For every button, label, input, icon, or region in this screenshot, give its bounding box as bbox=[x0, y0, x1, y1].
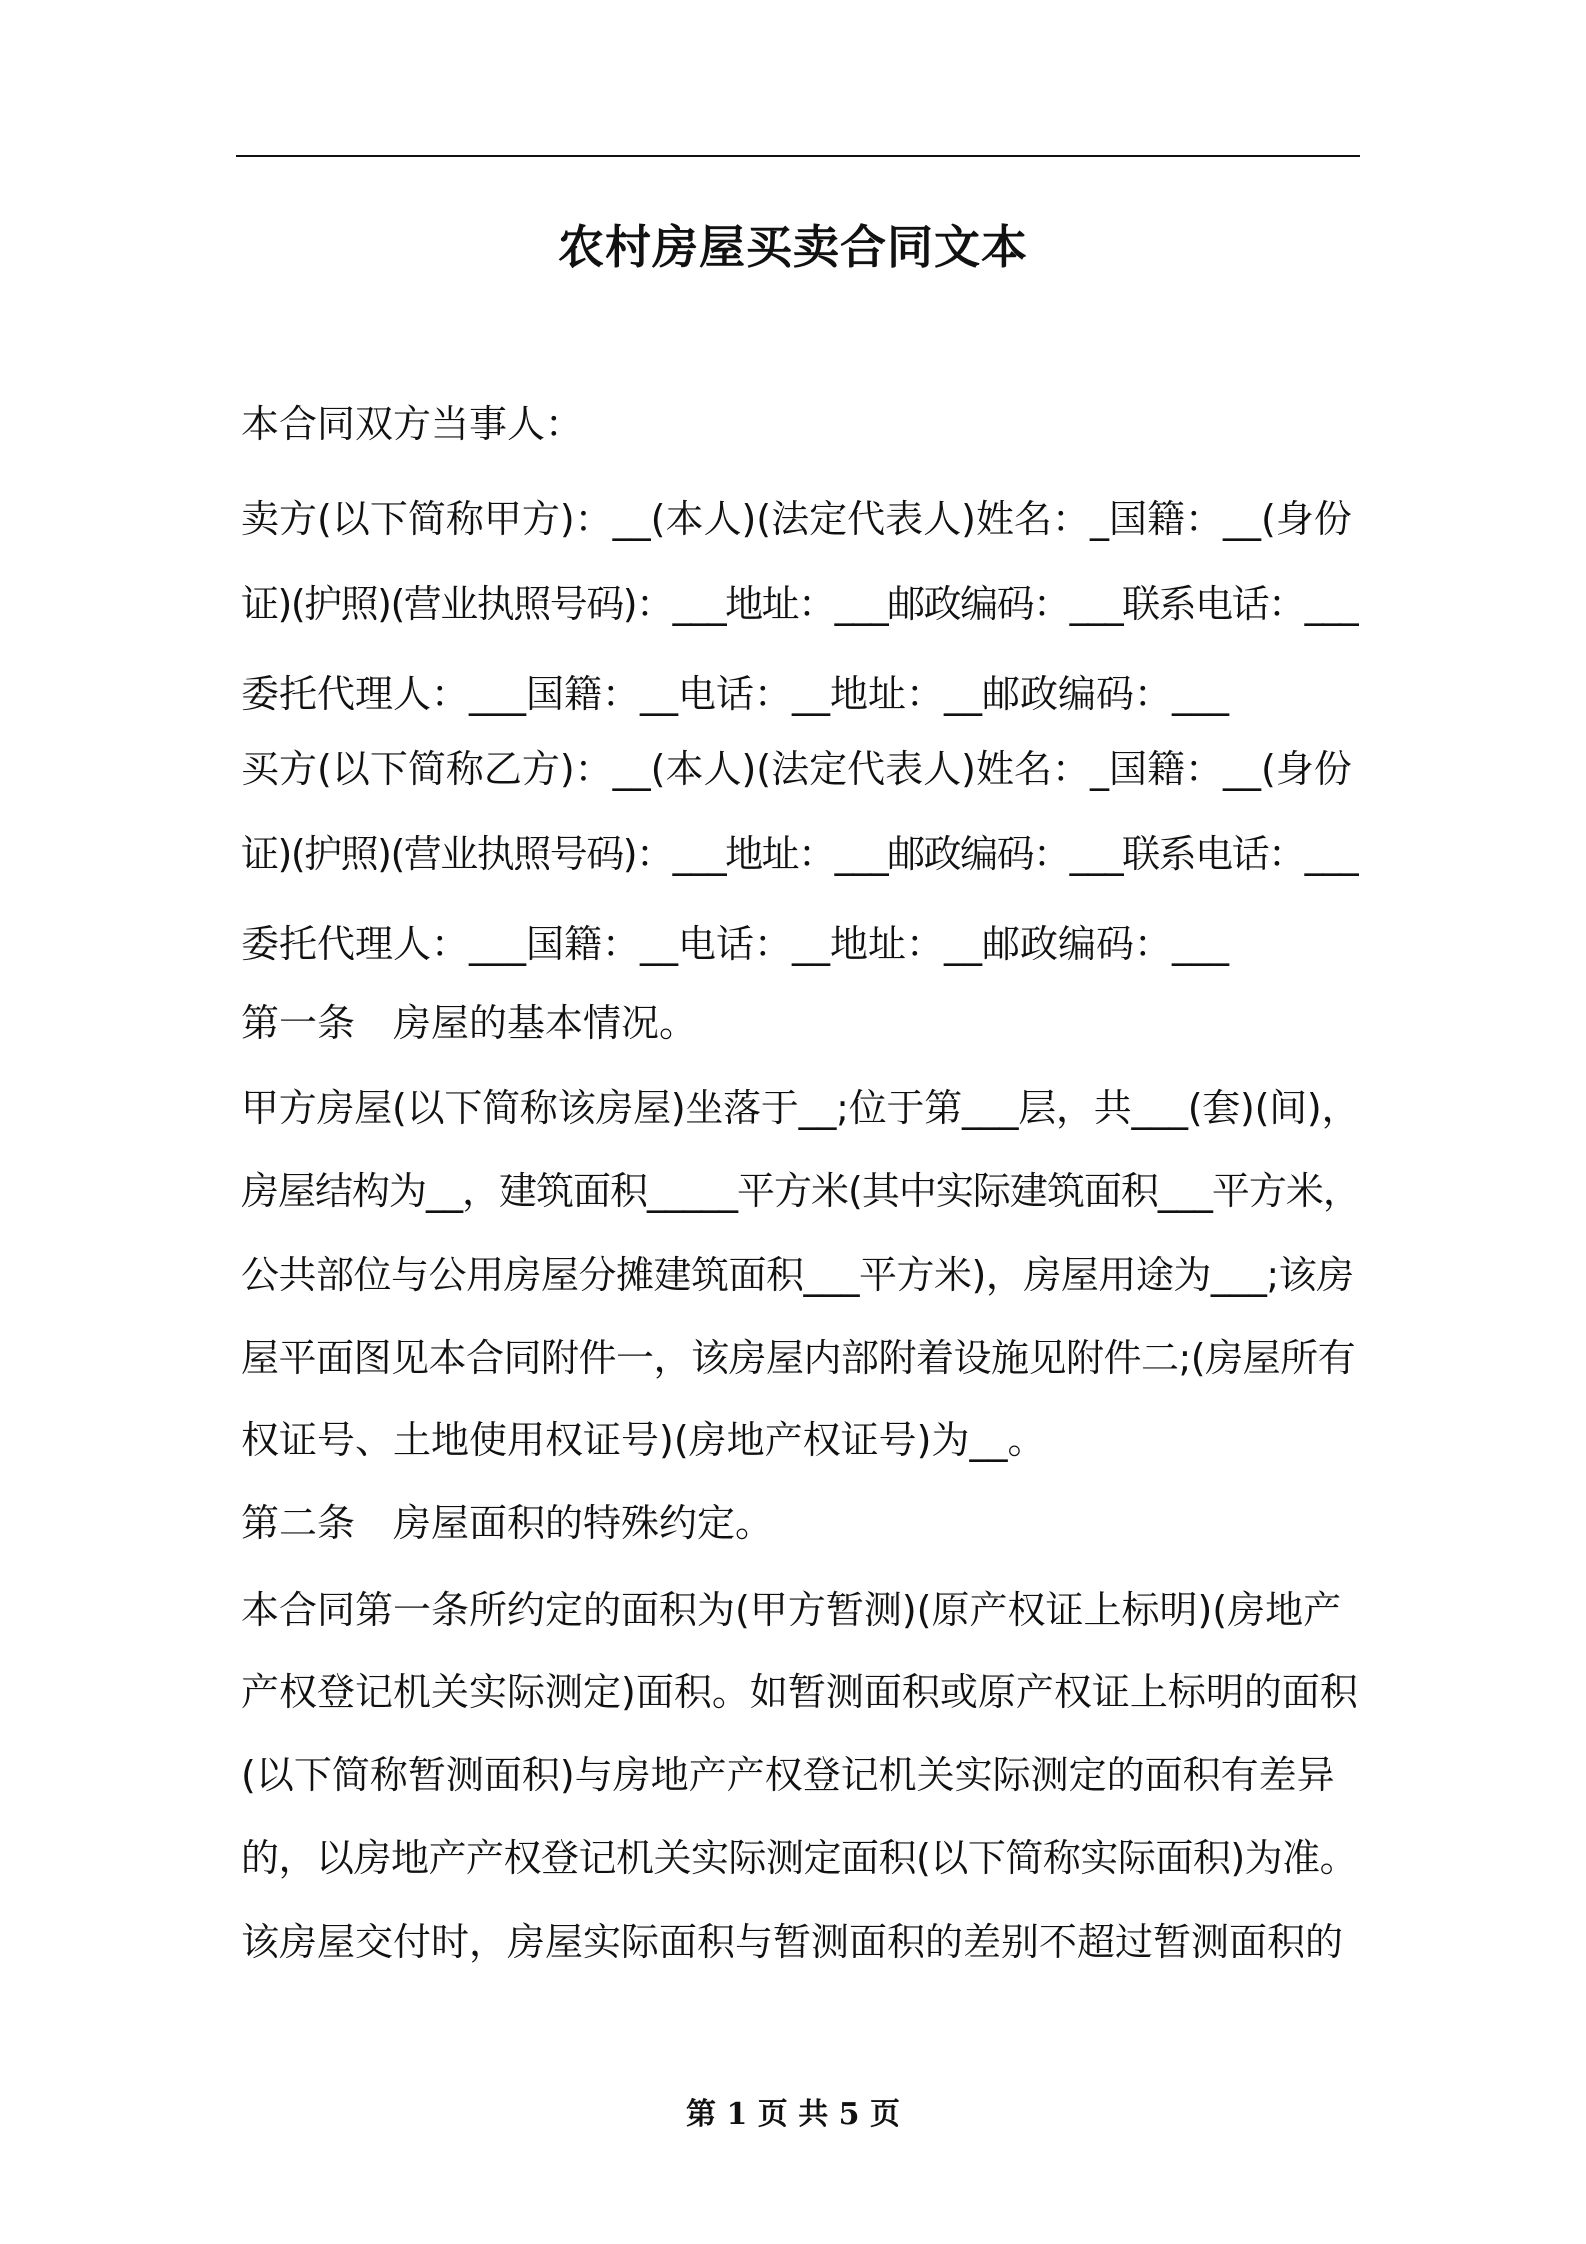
body-line: 证)(护照)(营业执照号码)：___地址：___邮政编码：___联系电话：___ bbox=[241, 832, 1358, 876]
document-title: 农村房屋买卖合同文本 bbox=[558, 220, 1028, 274]
body-line: 买方(以下简称乙方)：__(本人)(法定代表人)姓名：_国籍：__(身份 bbox=[241, 747, 1352, 791]
section-heading: 第二条 房屋面积的特殊约定。 bbox=[241, 1501, 774, 1545]
body-line: 甲方房屋(以下简称该房屋)坐落于__;位于第___层，共___(套)(间)， bbox=[241, 1086, 1360, 1130]
body-line: 该房屋交付时，房屋实际面积与暂测面积的差别不超过暂测面积的 bbox=[241, 1920, 1344, 1964]
body-line: 证)(护照)(营业执照号码)：___地址：___邮政编码：___联系电话：___ bbox=[241, 582, 1358, 626]
page-indicator: 第 1 页 共 5 页 bbox=[686, 2097, 900, 2132]
body-line: 委托代理人：___国籍：__电话：__地址：__邮政编码：___ bbox=[241, 922, 1230, 966]
body-line: 房屋结构为__，建筑面积_____平方米(其中实际建筑面积___平方米， bbox=[241, 1169, 1360, 1213]
body-line: 权证号、土地使用权证号)(房地产权证号)为__。 bbox=[241, 1418, 1046, 1462]
body-line: 本合同双方当事人： bbox=[241, 402, 584, 446]
body-line: (以下简称暂测面积)与房地产产权登记机关实际测定的面积有差异 bbox=[241, 1753, 1335, 1797]
body-line: 的，以房地产产权登记机关实际测定面积(以下简称实际面积)为准。 bbox=[241, 1836, 1358, 1880]
body-line: 本合同第一条所约定的面积为(甲方暂测)(原产权证上标明)(房地产 bbox=[241, 1588, 1342, 1632]
section-heading: 第一条 房屋的基本情况。 bbox=[241, 1001, 698, 1045]
body-line: 屋平面图见本合同附件一，该房屋内部附着设施见附件二;(房屋所有 bbox=[241, 1336, 1356, 1380]
body-line: 委托代理人：___国籍：__电话：__地址：__邮政编码：___ bbox=[241, 672, 1230, 716]
body-line: 产权登记机关实际测定)面积。如暂测面积或原产权证上标明的面积 bbox=[241, 1670, 1358, 1714]
body-line: 公共部位与公用房屋分摊建筑面积___平方米)，房屋用途为___;该房 bbox=[241, 1253, 1354, 1297]
header-rule bbox=[236, 155, 1360, 157]
body-line: 卖方(以下简称甲方)：__(本人)(法定代表人)姓名：_国籍：__(身份 bbox=[241, 497, 1352, 541]
